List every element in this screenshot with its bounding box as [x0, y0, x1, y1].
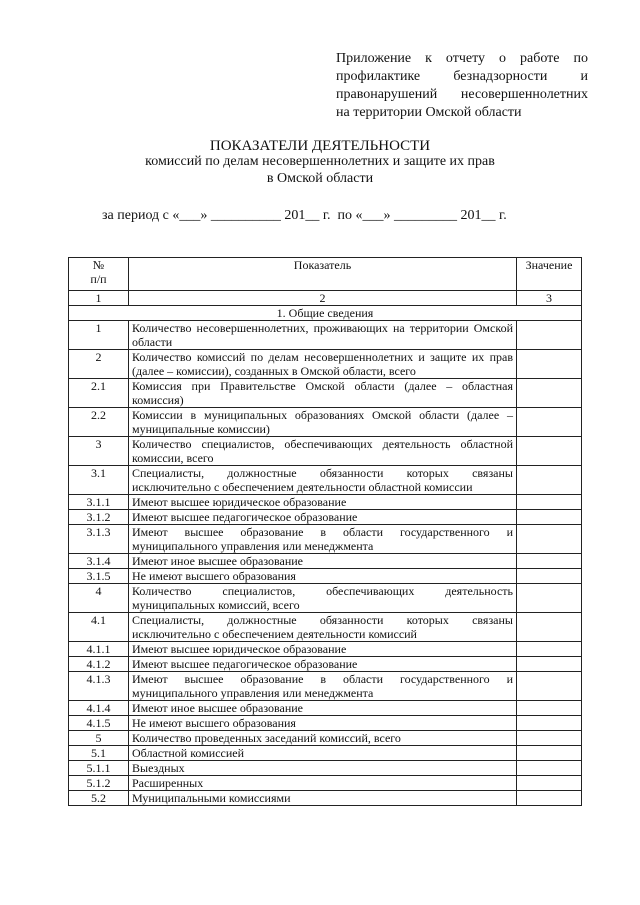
document-subtitle-region: в Омской области	[266, 171, 374, 186]
table-row	[69, 408, 582, 437]
appendix-line: правонарушений несовершеннолетних	[336, 87, 588, 102]
column-index: 1	[69, 291, 129, 306]
row-indicator: Имеют высшее юридическое образование	[129, 495, 517, 510]
row-number: 5.1.2	[69, 776, 129, 791]
row-value-cell[interactable]	[517, 776, 582, 791]
row-number: 3.1.3	[69, 525, 129, 554]
table-row	[69, 613, 582, 642]
reporting-period: за период с «___» __________ 201__ г. по «___» _________ 201__ г.	[102, 208, 507, 223]
row-indicator: Количество специалистов, обеспечивающих деятельность муниципальных комиссий, всего	[129, 584, 517, 613]
row-number: 3.1	[69, 466, 129, 495]
row-value-cell[interactable]	[517, 701, 582, 716]
table-row	[69, 495, 582, 510]
row-number: 3.1.2	[69, 510, 129, 525]
table-row	[69, 569, 582, 584]
column-index-row	[69, 291, 582, 306]
table-row	[69, 525, 582, 554]
row-value-cell[interactable]	[517, 791, 582, 806]
table-row	[69, 350, 582, 379]
row-indicator: Специалисты, должностные обязанности которых связаны исключительно с обеспечением деятельности областной комиссии	[129, 466, 517, 495]
section-row	[69, 306, 582, 321]
row-indicator: Не имеют высшего образования	[129, 716, 517, 731]
row-number: 3.1.4	[69, 554, 129, 569]
row-value-cell[interactable]	[517, 510, 582, 525]
row-indicator: Имеют иное высшее образование	[129, 701, 517, 716]
row-number: 4.1.3	[69, 672, 129, 701]
table-row	[69, 672, 582, 701]
row-value-cell[interactable]	[517, 672, 582, 701]
row-indicator: Расширенных	[129, 776, 517, 791]
row-value-cell[interactable]	[517, 495, 582, 510]
table-row	[69, 701, 582, 716]
row-value-cell[interactable]	[517, 716, 582, 731]
row-indicator: Имеют высшее образование в области государственного и муниципального управления или менеджмента	[129, 525, 517, 554]
table-row	[69, 379, 582, 408]
appendix-note	[336, 50, 588, 122]
row-value-cell[interactable]	[517, 554, 582, 569]
row-indicator: Комиссии в муниципальных образованиях Омской области (далее – муниципальные комиссии)	[129, 408, 517, 437]
row-value-cell[interactable]	[517, 437, 582, 466]
section-title: 1. Общие сведения	[69, 306, 582, 321]
row-number: 3	[69, 437, 129, 466]
row-number: 5.2	[69, 791, 129, 806]
row-value-cell[interactable]	[517, 525, 582, 554]
header-num: № п/п	[69, 258, 129, 291]
row-number: 1	[69, 321, 129, 350]
row-value-cell[interactable]	[517, 746, 582, 761]
row-value-cell[interactable]	[517, 321, 582, 350]
appendix-line: Приложение к отчету о работе по	[336, 51, 588, 66]
row-value-cell[interactable]	[517, 569, 582, 584]
row-value-cell[interactable]	[517, 642, 582, 657]
table-row	[69, 761, 582, 776]
table-row	[69, 321, 582, 350]
row-number: 2	[69, 350, 129, 379]
table-row	[69, 554, 582, 569]
row-value-cell[interactable]	[517, 584, 582, 613]
row-indicator: Количество несовершеннолетних, проживающих на территории Омской области	[129, 321, 517, 350]
row-value-cell[interactable]	[517, 657, 582, 672]
appendix-line: профилактике безнадзорности и	[336, 69, 588, 84]
row-number: 2.2	[69, 408, 129, 437]
row-number: 3.1.5	[69, 569, 129, 584]
appendix-line: на территории Омской области	[336, 105, 522, 120]
row-indicator: Имеют иное высшее образование	[129, 554, 517, 569]
table-row	[69, 642, 582, 657]
row-indicator: Областной комиссией	[129, 746, 517, 761]
row-indicator: Выездных	[129, 761, 517, 776]
row-indicator: Имеют высшее юридическое образование	[129, 642, 517, 657]
table-row	[69, 731, 582, 746]
indicators-table	[68, 257, 582, 806]
document-title: ПОКАЗАТЕЛИ ДЕЯТЕЛЬНОСТИ	[209, 138, 431, 154]
row-indicator: Не имеют высшего образования	[129, 569, 517, 584]
table-row	[69, 510, 582, 525]
row-indicator: Специалисты, должностные обязанности которых связаны исключительно с обеспечением деятельности комиссий	[129, 613, 517, 642]
row-number: 5	[69, 731, 129, 746]
row-indicator: Муниципальными комиссиями	[129, 791, 517, 806]
row-number: 4.1.2	[69, 657, 129, 672]
table-row	[69, 466, 582, 495]
row-value-cell[interactable]	[517, 379, 582, 408]
row-number: 4.1.5	[69, 716, 129, 731]
row-value-cell[interactable]	[517, 466, 582, 495]
table-header-row	[69, 258, 582, 291]
row-indicator: Количество проведенных заседаний комиссий, всего	[129, 731, 517, 746]
table-row	[69, 584, 582, 613]
row-indicator: Имеют высшее образование в области государственного и муниципального управления или менеджмента	[129, 672, 517, 701]
row-value-cell[interactable]	[517, 761, 582, 776]
row-number: 4	[69, 584, 129, 613]
table-row	[69, 776, 582, 791]
row-indicator: Количество специалистов, обеспечивающих деятельность областной комиссии, всего	[129, 437, 517, 466]
row-number: 3.1.1	[69, 495, 129, 510]
document-subtitle: комиссий по делам несовершеннолетних и защите их прав	[145, 154, 495, 169]
header-value: Значение	[517, 258, 582, 291]
row-indicator: Количество комиссий по делам несовершеннолетних и защите их прав (далее – комиссии), созданных в Омской области, всего	[129, 350, 517, 379]
table-row	[69, 746, 582, 761]
row-number: 5.1.1	[69, 761, 129, 776]
row-number: 4.1.4	[69, 701, 129, 716]
header-indicator: Показатель	[129, 258, 517, 291]
row-number: 4.1	[69, 613, 129, 642]
row-indicator: Имеют высшее педагогическое образование	[129, 657, 517, 672]
table-row	[69, 791, 582, 806]
row-value-cell[interactable]	[517, 613, 582, 642]
row-value-cell[interactable]	[517, 731, 582, 746]
table-row	[69, 437, 582, 466]
row-indicator: Имеют высшее педагогическое образование	[129, 510, 517, 525]
row-number: 2.1	[69, 379, 129, 408]
table-row	[69, 657, 582, 672]
row-indicator: Комиссия при Правительстве Омской области (далее – областная комиссия)	[129, 379, 517, 408]
column-index: 3	[517, 291, 582, 306]
row-number: 5.1	[69, 746, 129, 761]
row-number: 4.1.1	[69, 642, 129, 657]
column-index: 2	[129, 291, 517, 306]
row-value-cell[interactable]	[517, 408, 582, 437]
table-row	[69, 716, 582, 731]
row-value-cell[interactable]	[517, 350, 582, 379]
